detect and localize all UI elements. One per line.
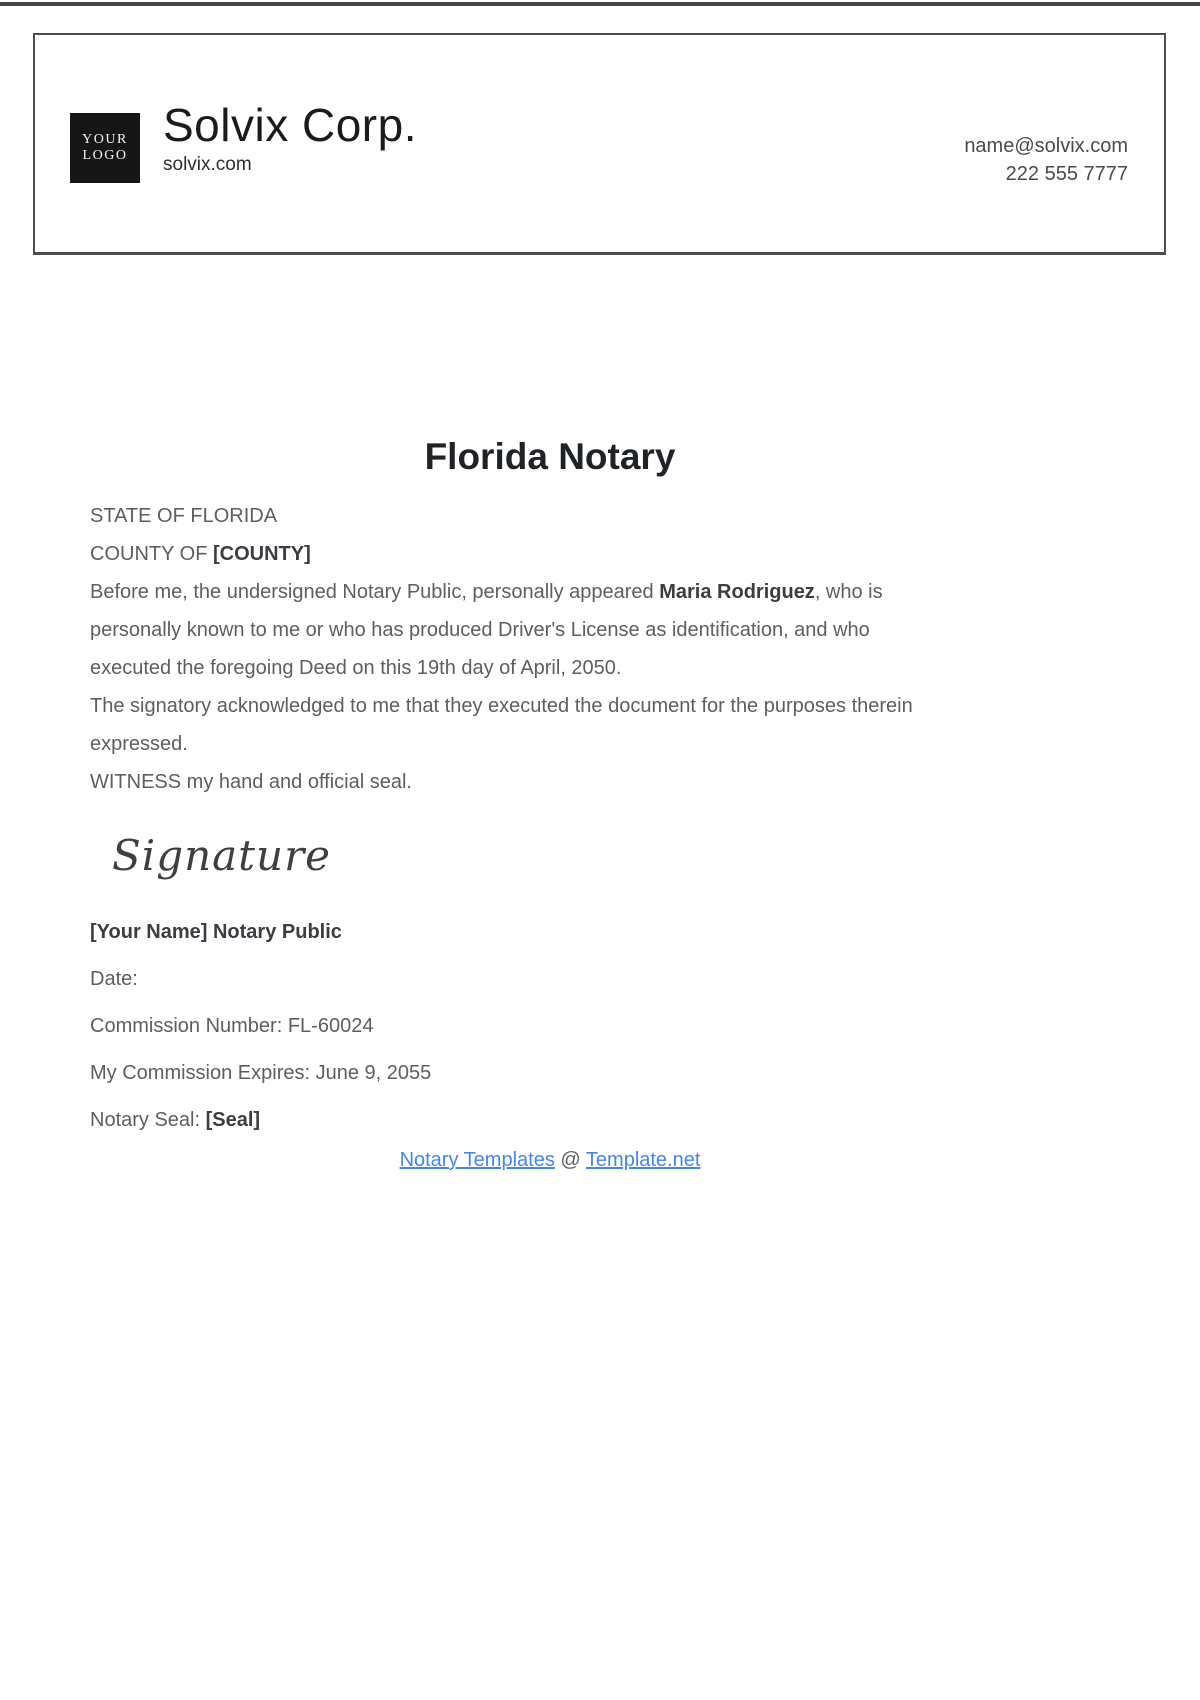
logo-text-line1: YOUR [82, 132, 128, 147]
text-segment: WITNESS my hand and official seal. [90, 771, 412, 793]
text-line [90, 535, 1110, 573]
contact-block [964, 132, 1128, 188]
text-segment: The signatory acknowledged to me that they executed the document for the purposes therein [90, 695, 913, 717]
contact-phone: 222 555 7777 [1005, 163, 1128, 185]
text-line [90, 497, 1110, 535]
text-segment: Before me, the undersigned Notary Public, personally appeared [90, 581, 660, 603]
template-attribution [90, 1147, 1010, 1173]
brand-block [163, 99, 417, 177]
text-segment: , who is [814, 581, 883, 603]
bold-text-segment: [Your Name] Notary Public [90, 921, 342, 943]
text-line [90, 1061, 1110, 1085]
notary-templates-link[interactable]: Notary Templates [399, 1149, 555, 1171]
signature-script: Signature [112, 831, 332, 880]
text-line [90, 611, 1110, 649]
text-line [90, 967, 1110, 991]
text-line [90, 573, 1110, 611]
text-segment: My Commission Expires: June 9, 2055 [90, 1062, 432, 1084]
bold-text-segment: [COUNTY] [212, 543, 311, 565]
text-segment: COUNTY OF [90, 543, 213, 565]
document-body [90, 497, 1110, 801]
logo-text-line2: LOGO [82, 148, 128, 163]
text-segment: executed the foregoing Deed on this 19th day of April, 2050. [90, 657, 622, 679]
text-line [90, 763, 1110, 801]
text-segment: STATE OF FLORIDA [90, 505, 278, 527]
text-line [90, 687, 1110, 725]
template-net-link[interactable]: Template.net [585, 1149, 701, 1171]
company-logo [70, 113, 140, 183]
contact-email: name@solvix.com [964, 135, 1128, 157]
text-line [90, 920, 1110, 944]
text-segment: Date: [90, 968, 138, 990]
text-segment: expressed. [90, 733, 188, 755]
page-top-rule [0, 2, 1200, 6]
text-segment: personally known to me or who has produced Driver's License as identification, and who [90, 619, 870, 641]
document-title: Florida Notary [424, 436, 676, 477]
text-line [90, 1014, 1110, 1038]
text-segment: Notary Seal: [90, 1109, 206, 1131]
company-name: Solvix Corp. [163, 99, 417, 151]
notary-details [90, 920, 1110, 1155]
bold-text-segment: Maria Rodriguez [659, 581, 815, 603]
text-line [90, 1108, 1110, 1132]
text-line [90, 725, 1110, 763]
letterhead [33, 33, 1166, 255]
text-line [90, 649, 1110, 687]
bold-text-segment: [Seal] [205, 1109, 261, 1131]
company-website: solvix.com [163, 154, 252, 175]
attribution-separator: @ [560, 1149, 581, 1171]
text-segment: Commission Number: FL-60024 [90, 1015, 374, 1037]
